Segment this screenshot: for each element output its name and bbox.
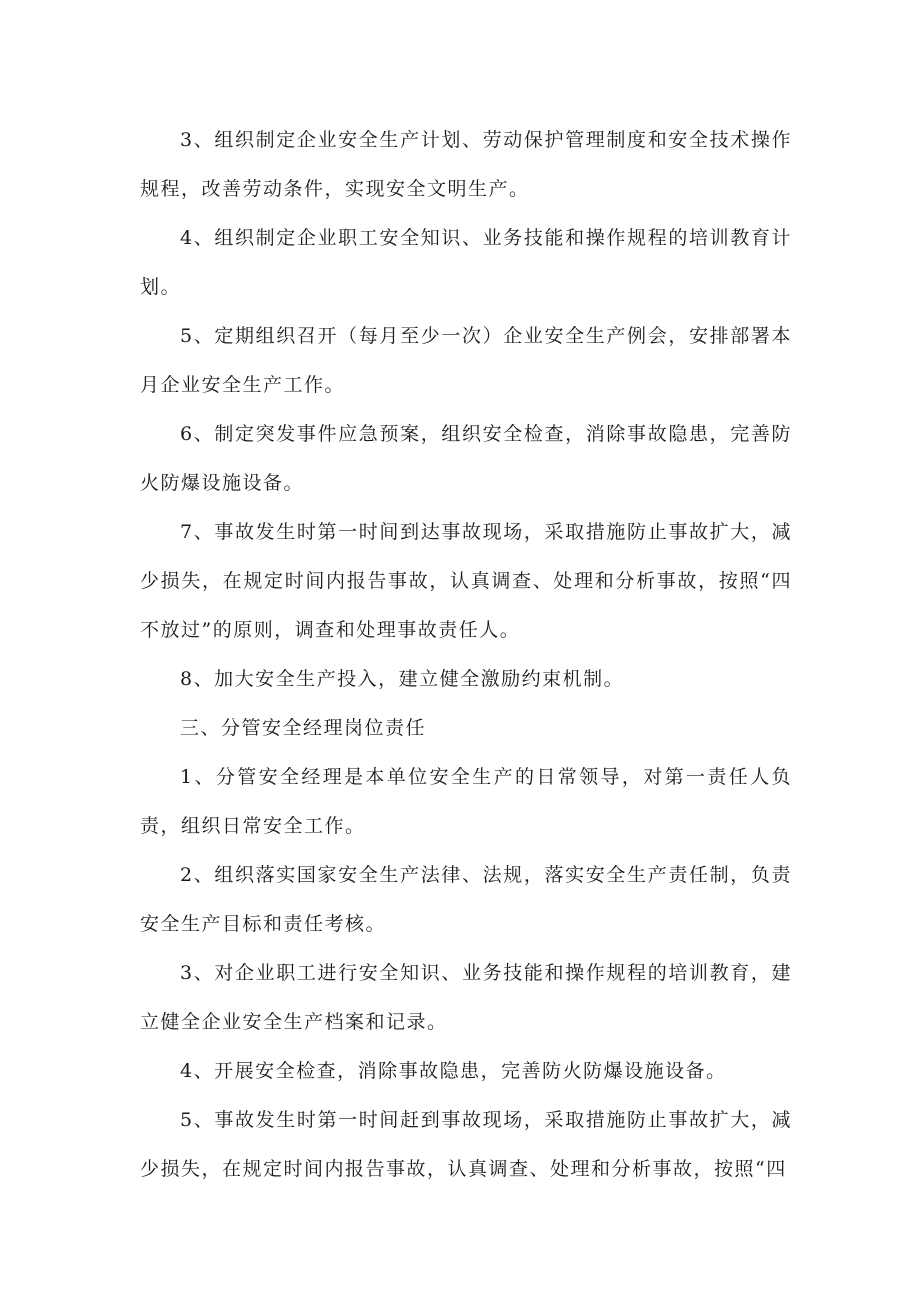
paragraph-item-3-plan: 3、组织制定企业安全生产计划、劳动保护管理制度和安全技术操作规程，改善劳动条件，实现安全文明生产。: [140, 129, 792, 200]
paragraph-manager-item-2: 2、组织落实国家安全生产法律、法规，落实安全生产责任制，负责安全生产目标和责任考核。: [140, 864, 792, 935]
document-body: [140, 116, 792, 1194]
paragraph-item-5-monthly-meeting: 5、定期组织召开（每月至少一次）企业安全生产例会，安排部署本月企业安全生产工作。: [140, 325, 792, 396]
paragraph-manager-item-3: 3、对企业职工进行安全知识、业务技能和操作规程的培训教育，建立健全企业安全生产档案和记录。: [140, 962, 792, 1033]
paragraph-item-8-investment: 8、加大安全生产投入，建立健全激励约束机制。: [180, 668, 625, 690]
paragraph-item-4-training-plan: 4、组织制定企业职工安全知识、业务技能和操作规程的培训教育计划。: [140, 227, 792, 298]
paragraph-item-7-accident-response: 7、事故发生时第一时间到达事故现场，采取措施防止事故扩大，减少损失，在规定时间内报告事故，认真调查、处理和分析事故，按照“四不放过”的原则，调查和处理事故责任人。: [140, 521, 792, 641]
paragraph-manager-item-1: 1、分管安全经理是本单位安全生产的日常领导，对第一责任人负责，组织日常安全工作。: [140, 766, 792, 837]
paragraph-item-6-emergency-plan: 6、制定突发事件应急预案，组织安全检查，消除事故隐患，完善防火防爆设施设备。: [140, 423, 792, 494]
paragraph-manager-item-4: 4、开展安全检查，消除事故隐患，完善防火防爆设施设备。: [180, 1060, 727, 1082]
paragraph-manager-item-5: 5、事故发生时第一时间赶到事故现场，采取措施防止事故扩大，减少损失，在规定时间内报告事故，认真调查、处理和分析事故，按照“四: [140, 1109, 792, 1180]
section-heading-safety-manager: 三、分管安全经理岗位责任: [180, 717, 427, 739]
